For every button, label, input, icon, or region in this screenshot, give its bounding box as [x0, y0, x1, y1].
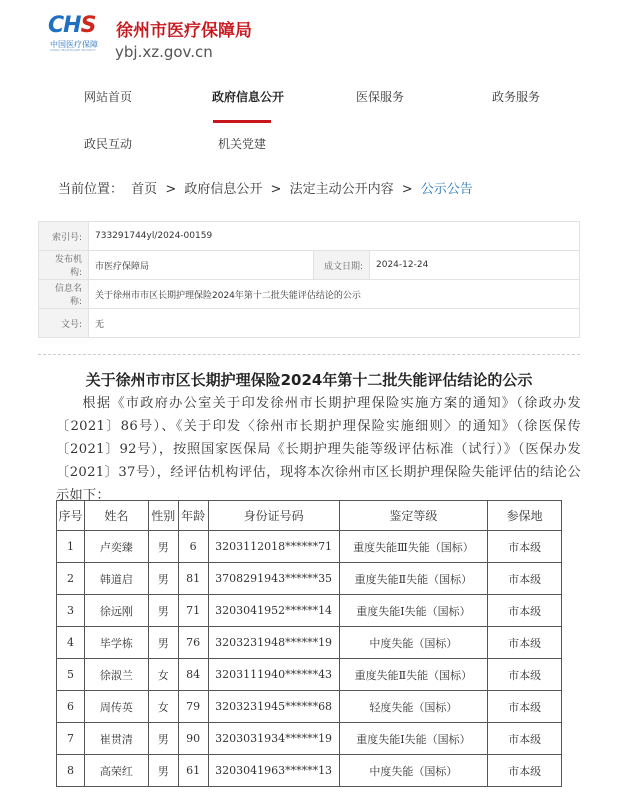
breadcrumb-home[interactable]: 首页 [131, 182, 158, 197]
meta-row-index [39, 222, 580, 251]
nav-item-gov-info[interactable]: 政府信息公开 [212, 90, 285, 104]
cell-age: 81 [178, 563, 208, 595]
breadcrumb [58, 178, 477, 197]
cell-age: 61 [178, 755, 208, 787]
cell-id: 3708291943******35 [208, 563, 339, 595]
nav-item-medical-service[interactable]: 医保服务 [356, 90, 405, 104]
index-label: 索引号: [39, 222, 89, 251]
meta-row-name [39, 280, 580, 309]
table-row [57, 755, 562, 787]
document-title: 关于徐州市市区长期护理保险2024年第十二批失能评估结论的公示 [85, 371, 533, 389]
cell-insured-place: 市本级 [488, 723, 562, 755]
cell-age: 71 [178, 595, 208, 627]
docno-label: 文号: [39, 309, 89, 338]
cell-seq: 2 [57, 563, 85, 595]
cell-name: 卢奕臻 [84, 531, 148, 563]
document-body: 根据《市政府办公室关于印发徐州市长期护理保险实施方案的通知》（徐政办发〔2021〕86号）、《关于印发〈徐州市长期护理保险实施细则〉的通知》（徐医保传〔2021〕92号），按照国家医保局《长期护理失能等级评估标准（试行）》（医保办发〔2021〕37号），经评估机构评估，现将本次徐州市区长期护理保险失能评估的结论公示如下： [56, 396, 581, 503]
cell-level: 重度失能Ⅱ失能（国标） [339, 563, 488, 595]
breadcrumb-statutory[interactable]: 法定主动公开内容 [289, 182, 394, 197]
col-header-id: 身份证号码 [208, 501, 339, 531]
col-header-level: 鉴定等级 [339, 501, 488, 531]
cell-level: 中度失能（国标） [339, 755, 488, 787]
breadcrumb-gov-info[interactable]: 政府信息公开 [184, 182, 263, 197]
cell-id: 3203031934******19 [208, 723, 339, 755]
assessment-result-table [56, 500, 562, 787]
cell-insured-place: 市本级 [488, 563, 562, 595]
cell-insured-place: 市本级 [488, 627, 562, 659]
cell-name: 韩道启 [84, 563, 148, 595]
cell-id: 3203112018******71 [208, 531, 339, 563]
col-header-name: 姓名 [84, 501, 148, 531]
cell-gender: 女 [148, 691, 178, 723]
nav-active-underline [213, 120, 271, 123]
logo-subtitle: 中国医疗保障 [50, 40, 98, 49]
table-row [57, 723, 562, 755]
breadcrumb-separator: > [165, 182, 177, 197]
table-row [57, 563, 562, 595]
cell-insured-place: 市本级 [488, 755, 562, 787]
nav-item-home[interactable]: 网站首页 [84, 90, 133, 104]
table-header-row [57, 501, 562, 531]
cell-age: 84 [178, 659, 208, 691]
col-header-age: 年龄 [178, 501, 208, 531]
cell-seq: 7 [57, 723, 85, 755]
meta-row-org [39, 251, 580, 280]
col-header-seq: 序号 [57, 501, 85, 531]
cell-age: 90 [178, 723, 208, 755]
cell-gender: 男 [148, 595, 178, 627]
cell-level: 重度失能Ⅱ失能（国标） [339, 659, 488, 691]
date-value: 2024-12-24 [370, 251, 580, 280]
cell-id: 3203041963******13 [208, 755, 339, 787]
site-name: 徐州市医疗保障局 [116, 21, 252, 41]
chs-logo[interactable] [48, 13, 108, 53]
org-value: 市医疗保障局 [89, 251, 314, 280]
cell-seq: 4 [57, 627, 85, 659]
cell-name: 徐淑兰 [84, 659, 148, 691]
cell-seq: 8 [57, 755, 85, 787]
cell-seq: 1 [57, 531, 85, 563]
nav-item-party[interactable]: 机关党建 [218, 137, 267, 151]
cell-level: 重度失能Ⅰ失能（国标） [339, 723, 488, 755]
nav-item-interaction[interactable]: 政民互动 [84, 137, 133, 151]
cell-name: 毕学栋 [84, 627, 148, 659]
cell-insured-place: 市本级 [488, 531, 562, 563]
cell-gender: 男 [148, 755, 178, 787]
table-row [57, 627, 562, 659]
cell-insured-place: 市本级 [488, 691, 562, 723]
col-header-insured-place: 参保地 [488, 501, 562, 531]
logo-mark: CHS [48, 13, 96, 38]
table-row [57, 531, 562, 563]
cell-gender: 男 [148, 627, 178, 659]
cell-insured-place: 市本级 [488, 659, 562, 691]
date-label: 成文日期: [314, 251, 370, 280]
cell-name: 徐远刚 [84, 595, 148, 627]
cell-seq: 6 [57, 691, 85, 723]
docno-value: 无 [89, 309, 580, 338]
cell-level: 重度失能Ⅲ失能（国标） [339, 531, 488, 563]
assessment-table-wrapper [56, 500, 562, 787]
table-row [57, 659, 562, 691]
breadcrumb-prefix: 当前位置： [58, 182, 124, 197]
cell-insured-place: 市本级 [488, 595, 562, 627]
cell-gender: 男 [148, 563, 178, 595]
nav-item-gov-service[interactable]: 政务服务 [492, 90, 541, 104]
cell-gender: 男 [148, 723, 178, 755]
cell-id: 3203231945******68 [208, 691, 339, 723]
table-row [57, 595, 562, 627]
breadcrumb-separator: > [401, 182, 413, 197]
cell-id: 3203231948******19 [208, 627, 339, 659]
cell-gender: 男 [148, 531, 178, 563]
cell-age: 79 [178, 691, 208, 723]
cell-level: 轻度失能（国标） [339, 691, 488, 723]
table-row [57, 691, 562, 723]
org-label: 发布机构: [39, 251, 89, 280]
cell-age: 6 [178, 531, 208, 563]
cell-age: 76 [178, 627, 208, 659]
dashed-divider [38, 354, 580, 355]
document-metadata-table [38, 221, 580, 338]
cell-seq: 5 [57, 659, 85, 691]
meta-row-docno [39, 309, 580, 338]
cell-name: 周传英 [84, 691, 148, 723]
cell-name: 崔贯清 [84, 723, 148, 755]
cell-gender: 女 [148, 659, 178, 691]
cell-level: 重度失能Ⅰ失能（国标） [339, 595, 488, 627]
cell-name: 高荣红 [84, 755, 148, 787]
name-label: 信息名称: [39, 280, 89, 309]
name-value: 关于徐州市市区长期护理保险2024年第十二批失能评估结论的公示 [89, 280, 580, 309]
logo-subtitle-en: CHINA HEALTHCARE SECURITY [50, 48, 96, 52]
site-header [0, 0, 618, 70]
cell-id: 3203111940******43 [208, 659, 339, 691]
breadcrumb-notices[interactable]: 公示公告 [420, 182, 473, 197]
breadcrumb-separator: > [270, 182, 282, 197]
cell-level: 中度失能（国标） [339, 627, 488, 659]
col-header-gender: 性别 [148, 501, 178, 531]
cell-seq: 3 [57, 595, 85, 627]
index-value: 733291744yl/2024-00159 [89, 222, 580, 251]
cell-id: 3203041952******14 [208, 595, 339, 627]
site-url: ybj.xz.gov.cn [115, 43, 213, 61]
